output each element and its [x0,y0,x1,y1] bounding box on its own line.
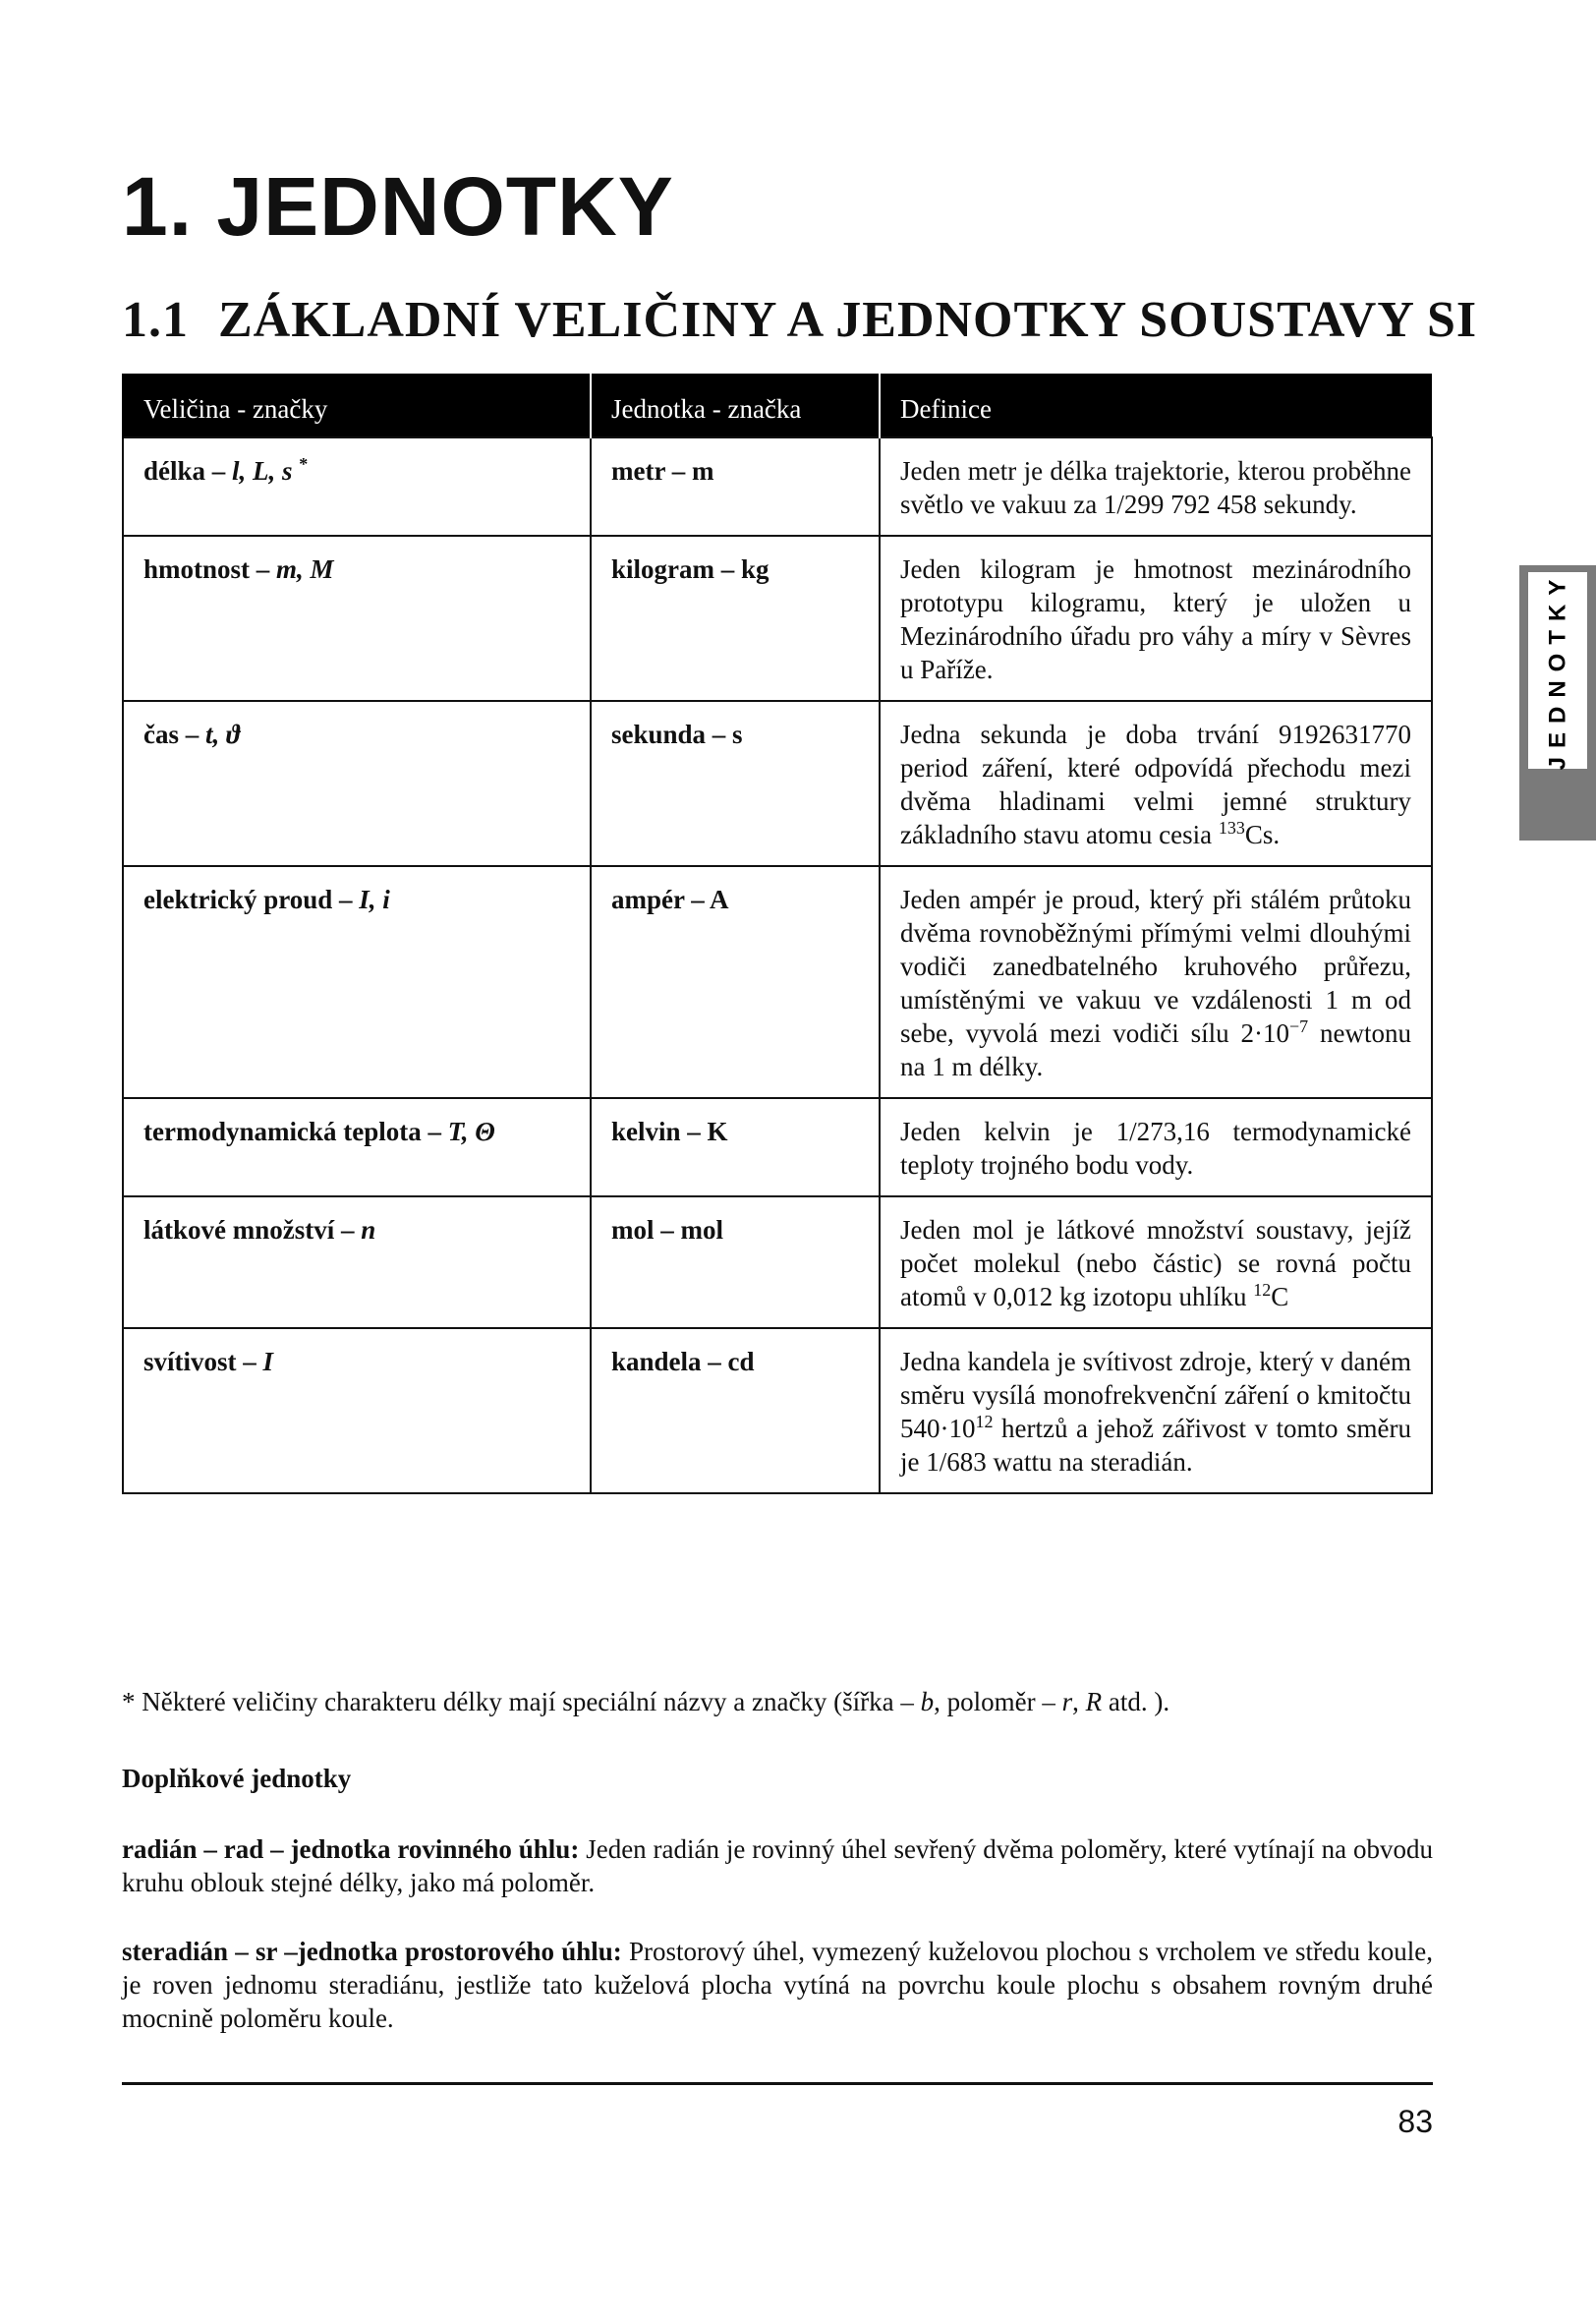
quantity-name: elektrický proud – [143,885,360,914]
radian-definition: Jeden radián je rovinný úhel sevřený dvěma poloměry, které vytínají na obvodu kruhu oblouk stejné délky, jako má poloměr. [122,1834,1433,1897]
table-row [123,1098,1432,1196]
header-unit: Jednotka - značka [591,374,880,437]
section-number: 1.1 [122,292,189,348]
chapter-side-tab-label-box [1528,572,1587,769]
si-units-table [122,374,1433,1494]
page-number: 83 [1397,2104,1433,2139]
unit-cell: kelvin – K [591,1098,880,1196]
quantity-name: hmotnost – [143,554,277,584]
unit-cell: kandela – cd [591,1328,880,1493]
footnote-text: atd. ). [1102,1687,1170,1716]
footnote-symbol: r [1061,1687,1073,1716]
definition-superscript: −7 [1289,1016,1309,1036]
definition-superscript: 12 [975,1412,994,1431]
definition-tail: hertzů a jehož zářivost v tomto směru je 1/683 wattu na steradián. [900,1414,1411,1477]
unit-cell: ampér – A [591,866,880,1098]
quantity-name: délka – [143,456,233,486]
quantity-symbols: I [262,1347,274,1376]
quantity-cell [123,1328,591,1493]
table-footnote [122,1685,1169,1718]
quantity-name: čas – [143,720,205,749]
footnote-text: * Některé veličiny charakteru délky mají speciální názvy a značky (šířka – [122,1687,921,1716]
table-row [123,1328,1432,1493]
definition-cell: Jeden kelvin je 1/273,16 termodynamické teploty trojného bodu vody. [880,1098,1432,1196]
footnote-text: , poloměr – [934,1687,1062,1716]
table-row [123,437,1432,536]
table-row [123,701,1432,866]
quantity-cell [123,1196,591,1328]
definition-tail: Cs. [1244,820,1281,849]
unit-cell: mol – mol [591,1196,880,1328]
unit-cell: metr – m [591,437,880,536]
quantity-cell [123,536,591,701]
supplementary-units-heading: Doplňkové jednotky [122,1764,352,1793]
quantity-name: termodynamická teplota – [143,1117,448,1146]
quantity-symbols: t, ϑ [205,720,241,749]
table-row [123,866,1432,1098]
footnote-mark: * [299,454,309,474]
quantity-name: svítivost – [143,1347,263,1376]
definition-cell: Jeden metr je délka trajektorie, kterou proběhne světlo ve vakuu za 1/299 792 458 sekundy. [880,437,1432,536]
quantity-symbols: I, i [359,885,390,914]
section-title [122,292,1478,348]
steradian-paragraph [122,1935,1433,2035]
header-quantity: Veličina - značky [123,374,591,437]
definition-cell [880,866,1432,1098]
table-header-row [123,374,1432,437]
definition-tail: C [1271,1282,1289,1311]
quantity-symbols: l, L, s [232,456,293,486]
footnote-symbol: b [920,1687,935,1716]
radian-paragraph [122,1832,1433,1899]
footer-rule [122,2082,1433,2085]
quantity-cell [123,1098,591,1196]
header-definition: Definice [880,374,1432,437]
unit-cell: kilogram – kg [591,536,880,701]
table-row [123,1196,1432,1328]
definition-tail: newtonu na 1 m délky. [900,1018,1412,1081]
quantity-symbols: n [361,1215,376,1245]
table-row [123,536,1432,701]
definition-text: Jeden ampér je proud, který při stálém průtoku dvěma rovnoběžnými přímými velmi dlouhými vodiči zanedbatelného kruhového průřezu, umístěnými ve vakuu ve vzdálenosti 1 m od sebe, vyvolá mezi vodiči sílu 2·10 [900,885,1411,1048]
definition-cell [880,701,1432,866]
steradian-term: steradián – sr –jednotka prostorového úhlu: [122,1937,622,1966]
quantity-cell [123,437,591,536]
quantity-symbols: T, Θ [447,1117,495,1146]
quantity-symbols: m, M [276,554,334,584]
definition-text: Jedna kandela je svítivost zdroje, který v daném směru vysílá monofrekvenční záření o kmitočtu 540·10 [900,1347,1411,1443]
footnote-symbol: R [1085,1687,1103,1716]
quantity-cell [123,701,591,866]
quantity-cell [123,866,591,1098]
definition-text: Jedna sekunda je doba trvání 9192631770 period záření, které odpovídá přechodu mezi dvěma hladinami velmi jemné struktury základního stavu atomu cesia [900,720,1411,849]
definition-cell: Jeden kilogram je hmotnost mezinárodního prototypu kilogramu, který je uložen u Mezinárodního úřadu pro váhy a míry v Sèvres u Paříže. [880,536,1432,701]
section-title-text: ZÁKLADNÍ VELIČINY A JEDNOTKY SOUSTAVY SI [218,292,1478,348]
definition-superscript: 133 [1218,818,1245,838]
definition-superscript: 12 [1253,1280,1272,1300]
steradian-definition: Prostorový úhel, vymezený kuželovou plochou s vrcholem ve středu koule, je roven jednomu steradiánu, jestliže tato kuželová plocha vytíná na povrchu koule plochu s obsahem rovným druhé mocnině poloměru koule. [122,1937,1433,2033]
radian-term: radián – rad – jednotka rovinného úhlu: [122,1834,580,1864]
quantity-name: látkové množství – [143,1215,362,1245]
chapter-title: 1. JEDNOTKY [122,160,674,253]
chapter-side-tab-label: JEDNOTKY [1544,570,1570,771]
definition-cell [880,1328,1432,1493]
unit-cell: sekunda – s [591,701,880,866]
definition-text: Jeden mol je látkové množství soustavy, jejíž počet molekul (nebo částic) se rovná počtu atomů v 0,012 kg izotopu uhlíku [900,1215,1411,1311]
footnote-text: , [1072,1687,1086,1716]
definition-cell [880,1196,1432,1328]
